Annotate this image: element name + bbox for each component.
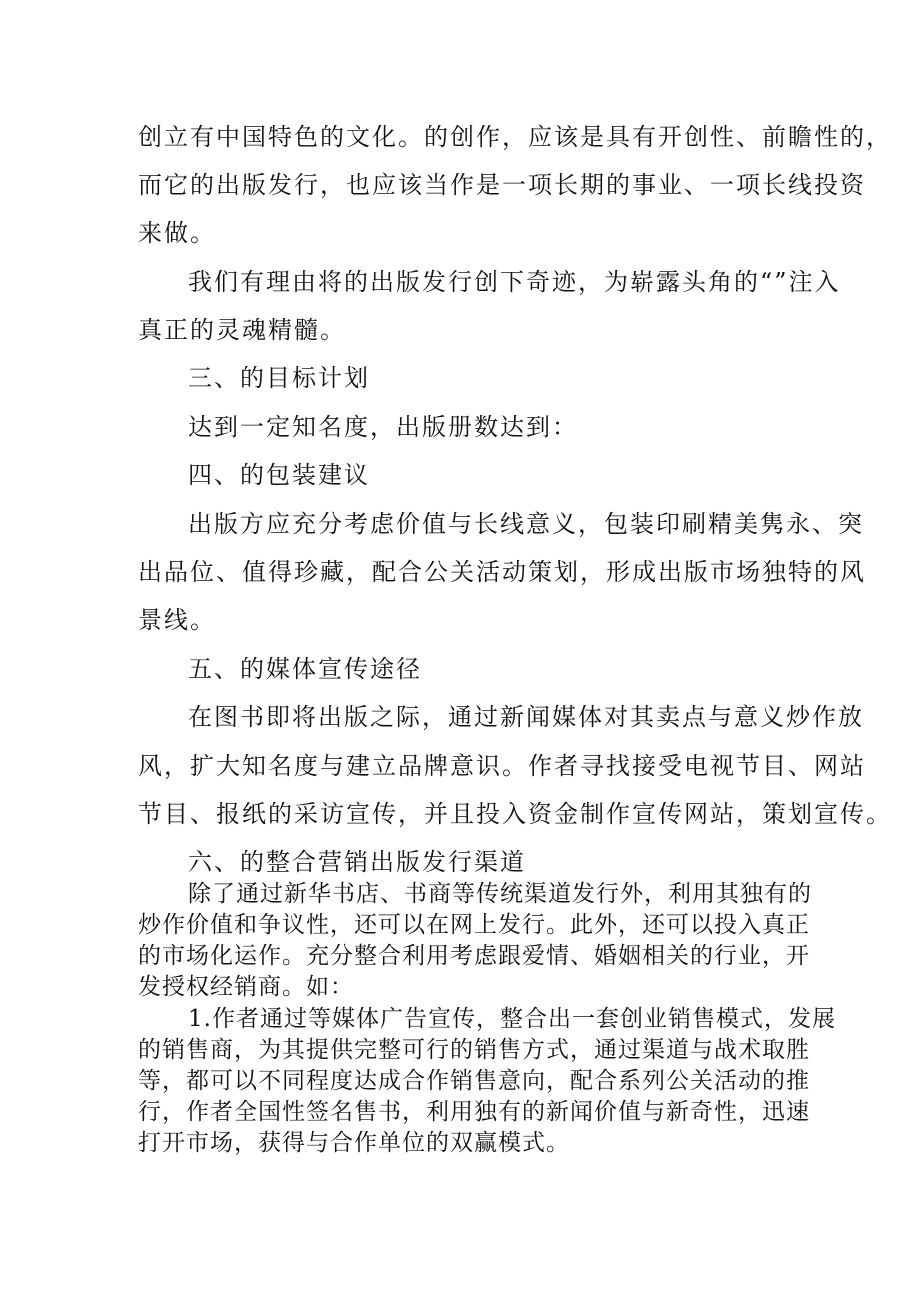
section-heading-6: 六、的整合营销出版发行渠道: [188, 848, 526, 876]
paragraph-line: 创立有中国特色的文化。的创作，应该是具有开创性、前瞻性的，: [138, 123, 892, 151]
paragraph-line: 除了通过新华书店、书商等传统渠道发行外，利用其独有的: [188, 881, 812, 907]
paragraph-line: 的市场化运作。充分整合利用考虑跟爱情、婚姻相关的行业，开: [138, 943, 810, 969]
paragraph-line: 出版方应充分考虑价值与长线意义，包装印刷精美隽永、突: [188, 510, 864, 538]
paragraph-line: 风，扩大知名度与建立品牌意识。作者寻找接受电视节目、网站: [138, 752, 866, 780]
paragraph-line: 真正的灵魂精髓。: [138, 316, 346, 344]
paragraph-line: 行，作者全国性签名售书，利用独有的新闻价值与新奇性，迅速: [138, 1099, 810, 1125]
paragraph-line: 来做。: [138, 219, 216, 247]
section-heading-4: 四、的包装建议: [188, 461, 370, 489]
paragraph-line: 炒作价值和争议性，还可以在网上发行。此外，还可以投入真正: [138, 912, 810, 938]
paragraph-line: 达到一定知名度，出版册数达到：: [188, 413, 578, 441]
paragraph-line: 景线。: [138, 606, 216, 634]
paragraph-line: 而它的出版发行，也应该当作是一项长期的事业、一项长线投资: [138, 171, 866, 199]
paragraph-line: 打开市场，获得与合作单位的双赢模式。: [138, 1130, 570, 1156]
paragraph-line: 我们有理由将的出版发行创下奇迹，为崭露头角的“”注入: [188, 268, 841, 296]
paragraph-line: 发授权经销商。如：: [138, 974, 354, 1000]
paragraph-line: 等，都可以不同程度达成合作销售意向，配合系列公关活动的推: [138, 1068, 810, 1094]
paragraph-line: 出品位、值得珍藏，配合公关活动策划，形成出版市场独特的风: [138, 558, 866, 586]
list-item-1: 1.作者通过等媒体广告宣传，整合出一套创业销售模式，发展: [188, 1006, 836, 1032]
section-heading-5: 五、的媒体宣传途径: [188, 655, 422, 683]
paragraph-line: 节目、报纸的采访宣传，并且投入资金制作宣传网站，策划宣传。: [138, 800, 892, 828]
section-heading-3: 三、的目标计划: [188, 364, 370, 392]
paragraph-line: 的销售商，为其提供完整可行的销售方式，通过渠道与战术取胜: [138, 1037, 810, 1063]
paragraph-line: 在图书即将出版之际，通过新闻媒体对其卖点与意义炒作放: [188, 703, 864, 731]
